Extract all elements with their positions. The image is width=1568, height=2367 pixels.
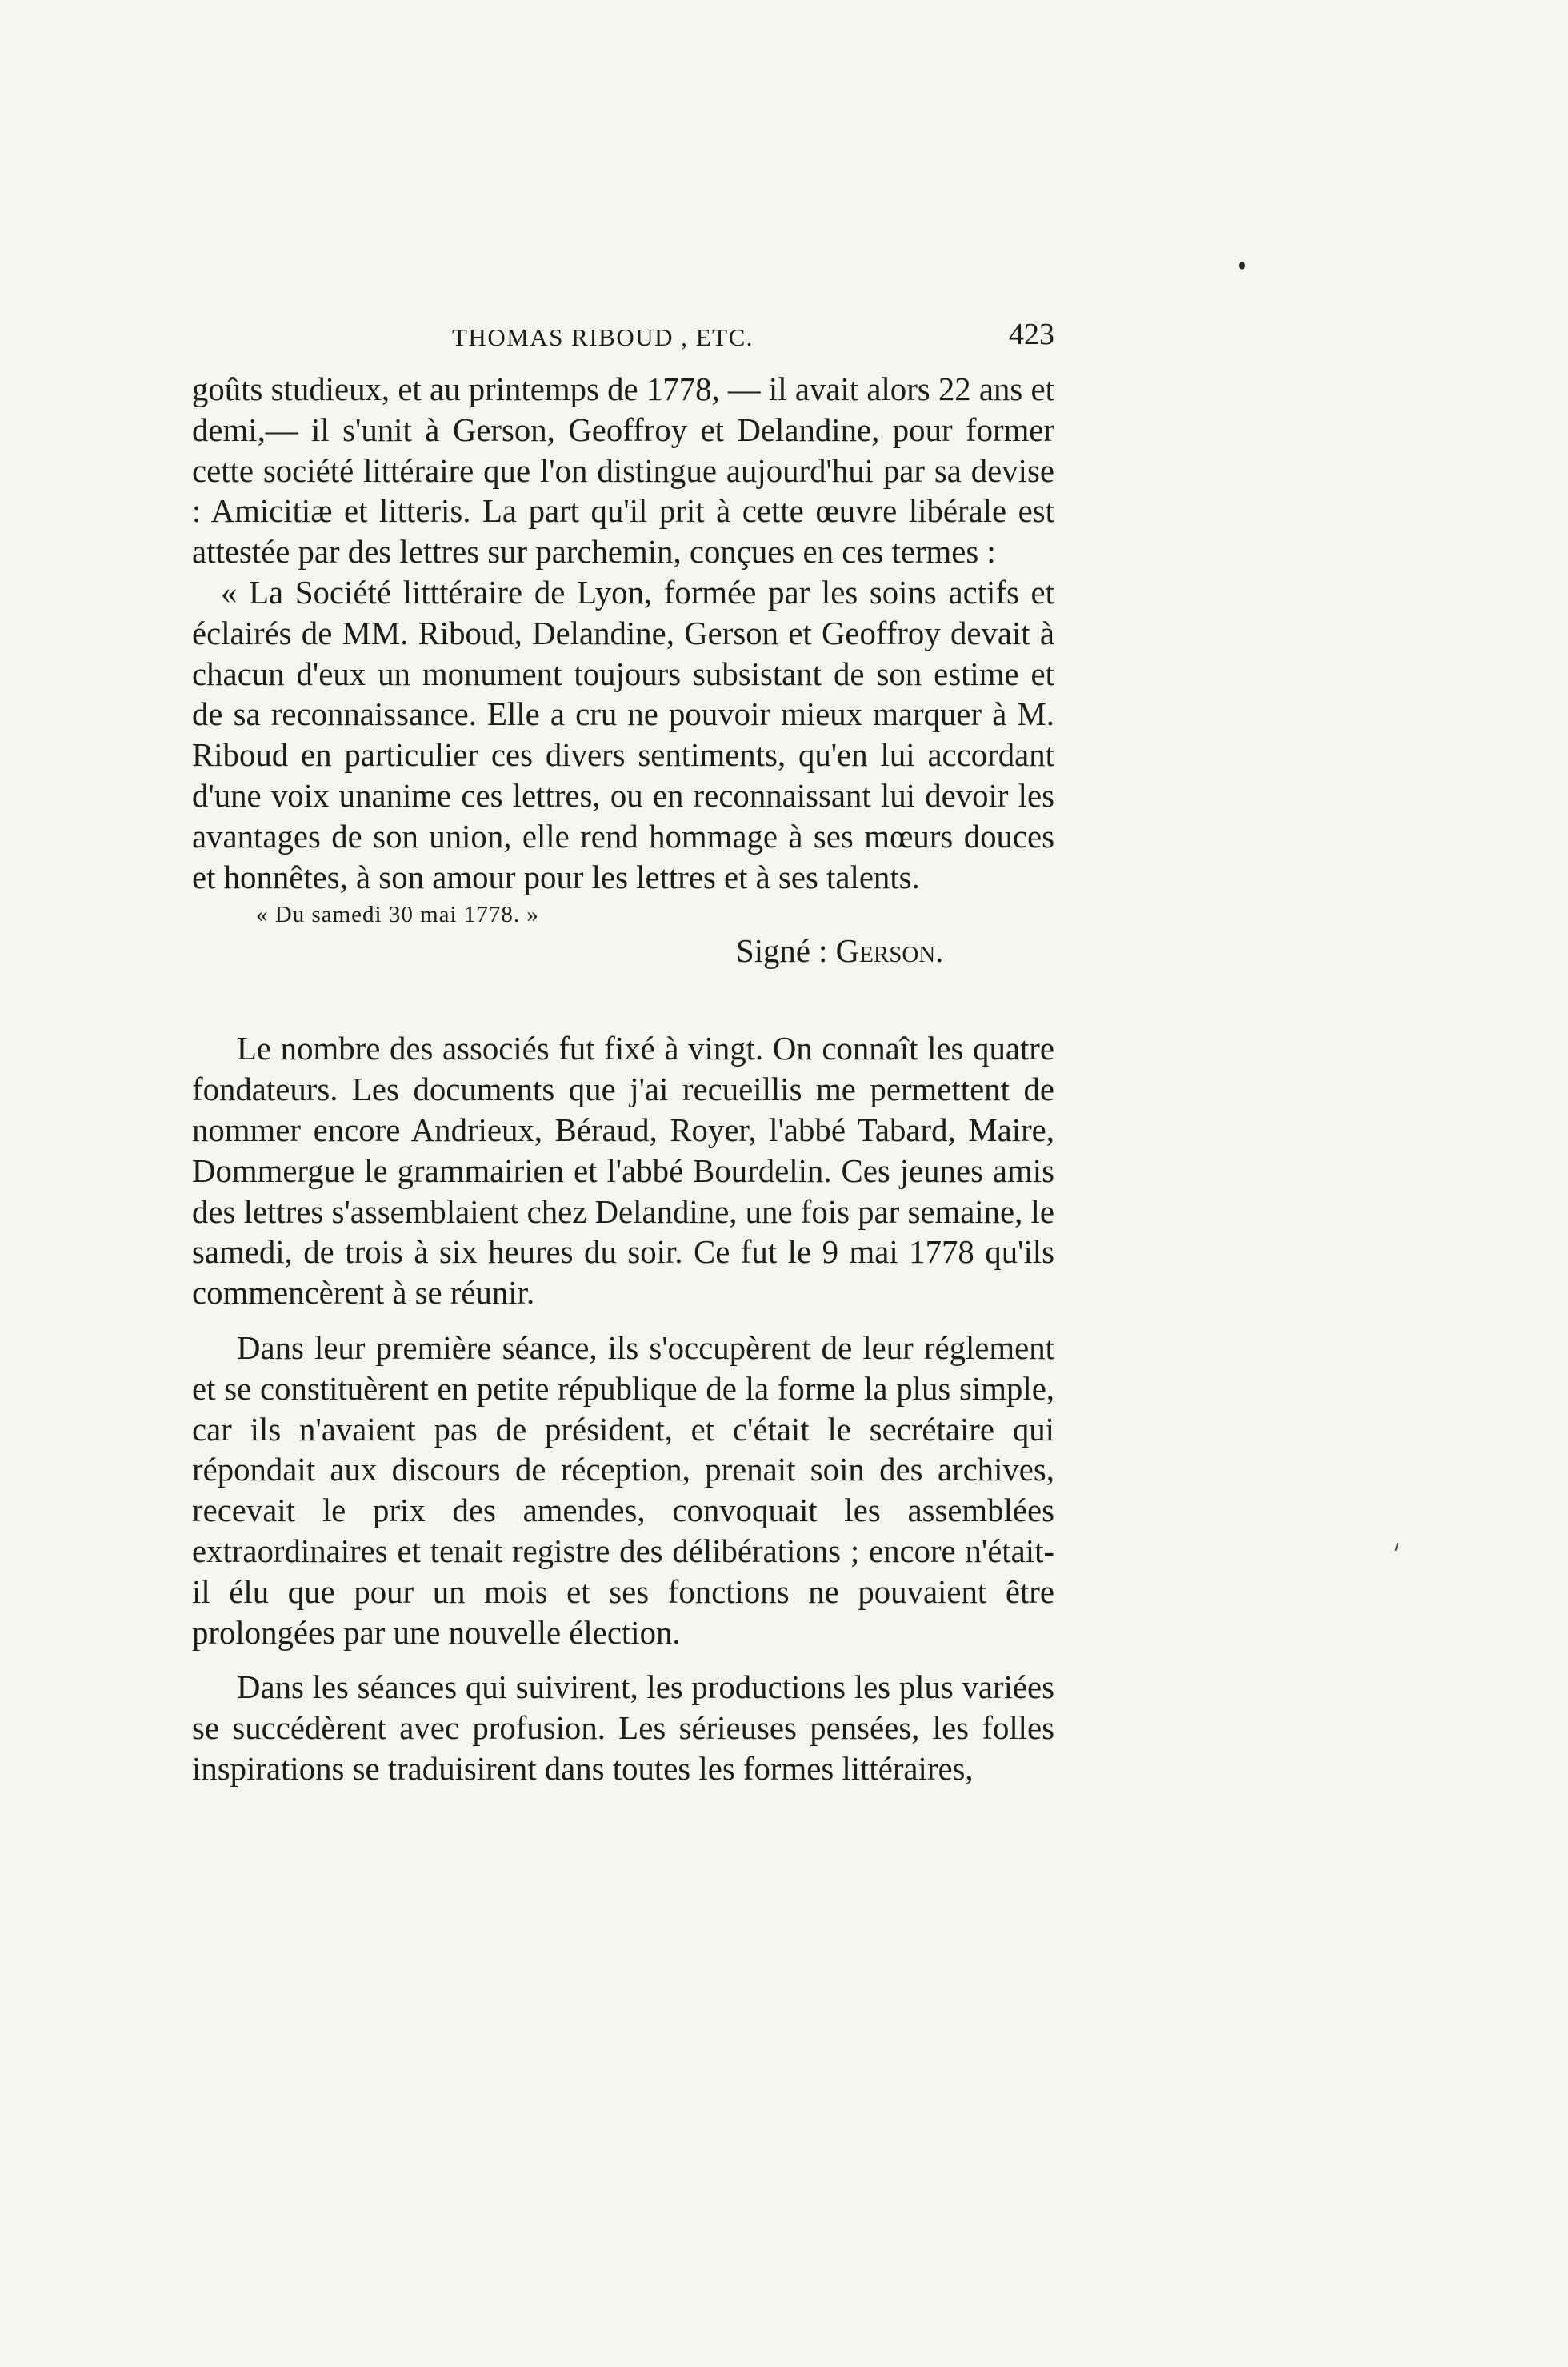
paragraph-3: Dans leur première séance, ils s'occupèrent de leur réglement et se constituèrent en petite république de la forme la plus simple, car ils n'avaient pas de président, et c'était le secrétaire qui répondait aux discours de réception, prenait soin des archives, recevait le prix des amendes, convoquait les assemblées extraordinaires et tenait registre des délibérations ; encore n'était-il élu que pour un mois et ses fonctions ne pouvaient être prolongées par une nouvelle élection.: [192, 1329, 1054, 1651]
page-header: [192, 314, 1054, 362]
letter-signature: [192, 931, 1054, 971]
signature-label: Signé :: [736, 933, 828, 970]
running-head: THOMAS RIBOUD , ETC.: [452, 323, 754, 351]
quoted-letter: « La Société litttéraire de Lyon, formée par les soins actifs et éclairés de MM. Riboud, Delandine, Gerson et Geoffroy devait à chacun d'eux un monument toujours subsistant de son estime et de sa reconnaissance. Elle a cru ne pouvoir mieux marquer à M. Riboud en particulier ces divers sentiments, qu'en lui accordant d'une voix unanime ces lettres, ou en reconnaissant lui devoir les avantages de son union, elle rend hommage à ses mœurs douces et honnêtes, à son amour pour les lettres et à ses talents.: [192, 574, 1054, 895]
signature-name: Gerson.: [835, 933, 944, 970]
body-text: [192, 370, 1054, 1790]
paragraph-1: goûts studieux, et au printemps de 1778, — il avait alors 22 ans et demi,— il s'unit à Gerson, Geoffroy et Delandine, pour former cette société littéraire que l'on distingue aujourd'hui par sa devise : Amicitiæ et litteris. La part qu'il prit à cette œuvre libérale est attestée par des lettres sur parchemin, conçues en ces termes :: [192, 371, 1054, 571]
scan-mark: [1395, 1543, 1399, 1551]
letter-date: « Du samedi 30 mai 1778. »: [256, 902, 539, 928]
ink-spot: [1239, 262, 1245, 270]
paragraph-4: Dans les séances qui suivirent, les productions les plus variées se succédèrent avec profusion. Les sérieuses pensées, les folles inspirations se traduisirent dans toutes les formes littéraires,: [192, 1669, 1054, 1787]
paragraph-2: Le nombre des associés fut fixé à vingt. On connaît les quatre fondateurs. Les documents que j'ai recueillis me permettent de nommer encore Andrieux, Béraud, Royer, l'abbé Tabard, Maire, Dommergue le grammairien et l'abbé Bourdelin. Ces jeunes amis des lettres s'assemblaient chez Delandine, une fois par semaine, le samedi, de trois à six heures du soir. Ce fut le 9 mai 1778 qu'ils commencèrent à se réunir.: [192, 1031, 1054, 1312]
page-number: 423: [1009, 318, 1054, 351]
